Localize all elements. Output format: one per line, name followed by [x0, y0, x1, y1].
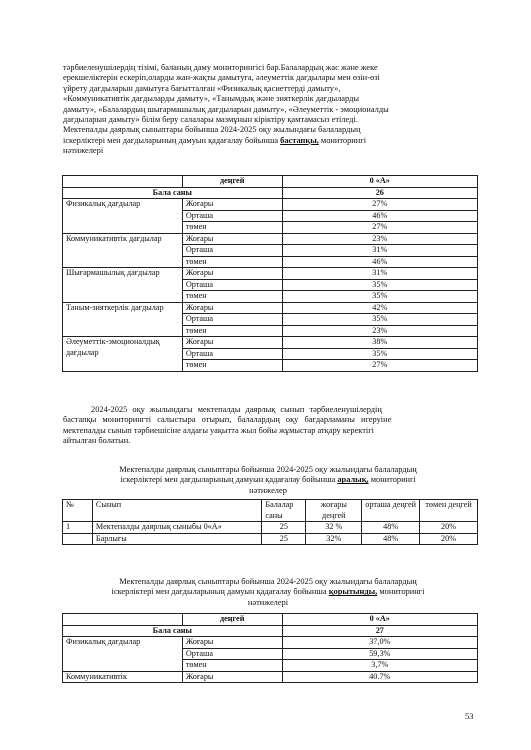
level-header: деңгей [182, 614, 282, 626]
text-line: мектепалды сынып тәрбиешісіне алдағы уақытта жыл бойы жұмыстар атқару керектігі [63, 425, 374, 435]
caption-line: нәтижелер [249, 485, 287, 495]
low-percent: 20% [420, 522, 478, 534]
caption-line: нәтижелері [247, 597, 289, 607]
caption-line: Мектепалды даярлық сыныптары бойынша 2024-2025 оқу жылындағы балалардың [119, 465, 417, 474]
level-name: Жоғары [182, 671, 282, 683]
level-name: төмен [182, 360, 282, 372]
col-header-low: төмен деңгей [420, 500, 478, 522]
text-line: нәтижелері [63, 146, 104, 156]
col-header-number: № [63, 500, 93, 522]
col-header-class: Сынып [92, 500, 261, 522]
col-header-children: Балалар саны [262, 500, 306, 522]
text-fragment: мониторингі [318, 135, 367, 145]
level-percent: 31% [282, 245, 477, 257]
level-percent: 35% [282, 348, 477, 360]
empty-cell [63, 614, 183, 626]
page-number: 53 [465, 712, 474, 721]
caption-line: Мектепалды даярлық сыныптары бойынша 2024-2025 оқу жылындағы балалардың [119, 577, 417, 586]
level-percent: 3,7% [282, 660, 477, 672]
text-line: дағдыларын дамыту» білім беру салалары мазмұнын кіріктіру қамтамасыз етіледі. [63, 115, 358, 125]
high-percent: 32% [306, 533, 362, 545]
children-count: 25 [262, 533, 306, 545]
child-count-value: 26 [282, 187, 477, 199]
interim-caption [63, 465, 473, 496]
child-count-value: 27 [282, 625, 477, 637]
col-header-high: жоғары деңгей [306, 500, 362, 522]
level-name: Жоғары [182, 637, 282, 649]
level-header: деңгей [182, 176, 282, 188]
text-fragment: мониторингі [368, 475, 416, 485]
level-percent: 27% [282, 222, 477, 234]
underlined-term: бастапқы, [280, 135, 319, 145]
level-name: Орташа [182, 648, 282, 660]
col-header-medium: орташа деңгей [362, 500, 420, 522]
level-name: Орташа [182, 279, 282, 291]
level-name: Жоғары [182, 268, 282, 280]
caption-line [63, 587, 473, 597]
level-percent: 38% [282, 337, 477, 349]
medium-percent: 48% [362, 533, 420, 545]
caption-line [63, 475, 473, 485]
level-percent: 46% [282, 256, 477, 268]
level-name: Жоғары [182, 302, 282, 314]
level-percent: 35% [282, 291, 477, 303]
children-count: 25 [262, 522, 306, 534]
level-percent: 46% [282, 210, 477, 222]
underlined-term: аралық, [337, 475, 369, 485]
level-name: төмен [182, 325, 282, 337]
child-count-label: Бала саны [63, 187, 283, 199]
level-percent: 35% [282, 314, 477, 326]
skill-name: Әлеуметтік-эмоционалдық дағдылар [63, 337, 183, 372]
skill-name: Физикалық дағдылар [63, 199, 183, 234]
skill-name: Физикалық дағдылар [63, 637, 183, 672]
low-percent: 20% [420, 533, 478, 545]
text-fragment: іскерліктері мен дағдыларының дамуын қадағалау бойынша [111, 587, 329, 597]
level-percent: 35% [282, 279, 477, 291]
final-caption [63, 577, 473, 608]
final-monitoring-table [62, 613, 478, 683]
level-percent: 40.7% [282, 671, 477, 683]
text-line: тәрбиеленушілердің тізімі, баланың даму мониторингісі бар.Балалардың жас және жеке [63, 63, 378, 72]
level-name: Орташа [182, 348, 282, 360]
level-percent: 23% [282, 325, 477, 337]
text-line: дамыту», «Балалардың шығармашылық дағдыларын дамыту», «Әлеуметтік - эмоционалды [63, 104, 389, 114]
total-label: Барлығы [92, 533, 261, 545]
level-name: Орташа [182, 314, 282, 326]
level-percent: 42% [282, 302, 477, 314]
level-percent: 59,3% [282, 648, 477, 660]
group-header: 0 «А» [282, 614, 477, 626]
level-percent: 27% [282, 360, 477, 372]
text-line: айтылған болатын. [63, 436, 131, 446]
level-name: төмен [182, 291, 282, 303]
level-name: Жоғары [182, 199, 282, 211]
conclusion-paragraph [63, 405, 474, 447]
level-name: Жоғары [182, 337, 282, 349]
skill-name: Коммуникативтік дағдылар [63, 233, 183, 268]
skill-name: Шығармашылық дағдылар [63, 268, 183, 303]
level-name: Орташа [182, 245, 282, 257]
underlined-term: қорытынды, [328, 587, 378, 597]
level-name: төмен [182, 256, 282, 268]
row-number: 1 [63, 522, 93, 534]
level-name: Жоғары [182, 233, 282, 245]
text-line: үйрету дағдыларын дамытуға бағытталған «Физикалық қасиеттерді дамыту», [63, 83, 341, 93]
text-line [63, 136, 473, 146]
medium-percent: 48% [362, 522, 420, 534]
high-percent: 32 % [306, 522, 362, 534]
text-line: бастапқы мониторингті салыстыра отырып, балалардың оқу бағдарламаны игеруіне [63, 415, 392, 425]
skill-name: Коммуникативтік [63, 671, 183, 683]
initial-monitoring-table [62, 175, 478, 372]
intro-paragraph [63, 63, 473, 157]
level-percent: 37,0% [282, 637, 477, 649]
child-count-label: Бала саны [63, 625, 283, 637]
level-percent: 31% [282, 268, 477, 280]
empty-cell [63, 176, 183, 188]
interim-monitoring-table [62, 499, 478, 545]
text-line: Мектепалды даярлық сыныптары бойынша 2024-2025 оқу жылындағы балалардың [63, 125, 361, 135]
level-name: Орташа [182, 210, 282, 222]
text-line: ерекшеліктерін ескеріп,оларды жан-жақты дамытуға, әлеуметтік дағдылары мен өзін-өзі [63, 73, 380, 83]
class-name: Мектепалды даярлық сыныбы 0«А» [92, 522, 261, 534]
level-name: төмен [182, 222, 282, 234]
text-fragment: мониторингі [377, 587, 425, 597]
level-name: төмен [182, 660, 282, 672]
level-percent: 23% [282, 233, 477, 245]
text-line: 2024-2025 оқу жылындағы мектепалды даярлық сынып тәрбиеленушілердің [91, 405, 382, 414]
text-line: «Коммуникативтік дағдыларды дамыту», «Танымдық және зияткерлік дағдыларды [63, 94, 359, 104]
skill-name: Таным-зияткерлік дағдылар [63, 302, 183, 337]
level-percent: 27% [282, 199, 477, 211]
row-number [63, 533, 93, 545]
group-header: 0 «А» [282, 176, 477, 188]
text-fragment: іскерліктері мен дағдыларының дамуын қадағалау бойынша [120, 475, 338, 485]
text-fragment: іскерліктері мен дағдыларының дамуын қадағалау бойынша [63, 135, 281, 145]
